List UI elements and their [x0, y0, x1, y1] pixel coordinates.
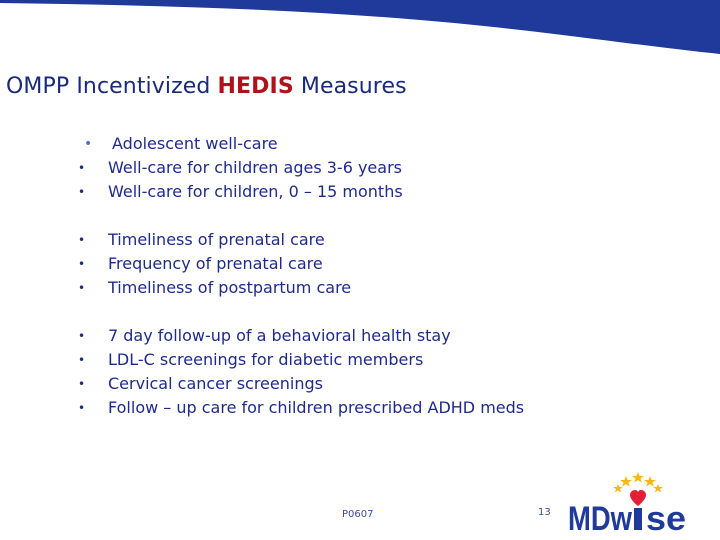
bullet-dot-icon: •: [78, 185, 86, 199]
bullet-text: Timeliness of postpartum care: [108, 278, 352, 297]
bullet-text: Well-care for children, 0 – 15 months: [108, 182, 403, 201]
bullet-dot-icon: •: [78, 401, 86, 415]
bullet-text: LDL-C screenings for diabetic members: [108, 350, 424, 369]
logo-wordmark-right: se: [646, 500, 686, 534]
page-number: 13: [538, 507, 551, 518]
logo-heart-icon: [630, 490, 646, 506]
bullet-dot-icon: •: [78, 281, 86, 295]
bullet-text: Timeliness of prenatal care: [108, 230, 325, 249]
logo-stars-icon: [613, 472, 663, 492]
slide-title: [6, 74, 407, 99]
logo-i-stem: [634, 508, 642, 530]
title-highlight-hedis: HEDIS: [217, 74, 294, 99]
bullet-text: Follow – up care for children prescribed ADHD meds: [108, 398, 525, 417]
bullet-dot-icon: •: [84, 136, 93, 152]
bullet-text: Cervical cancer screenings: [108, 374, 323, 393]
bullet-dot-icon: •: [78, 353, 86, 367]
bullet-dot-icon: •: [78, 233, 86, 247]
bullet-text: Well-care for children ages 3-6 years: [108, 158, 402, 177]
title-prefix: OMPP Incentivized: [6, 74, 218, 99]
title-suffix: Measures: [293, 74, 407, 99]
bullet-dot-icon: •: [78, 377, 86, 391]
header-banner: [0, 0, 720, 80]
bullet-dot-icon: •: [78, 161, 86, 175]
bullet-text: Adolescent well-care: [112, 134, 278, 153]
footer-code: P0607: [342, 509, 374, 520]
bullet-text: Frequency of prenatal care: [108, 254, 323, 273]
bullet-dot-icon: •: [78, 257, 86, 271]
mdwise-logo: [566, 470, 690, 534]
bullet-dot-icon: •: [78, 329, 86, 343]
bullet-text: 7 day follow-up of a behavioral health stay: [108, 326, 451, 345]
logo-wordmark-left: MDw: [568, 500, 633, 534]
